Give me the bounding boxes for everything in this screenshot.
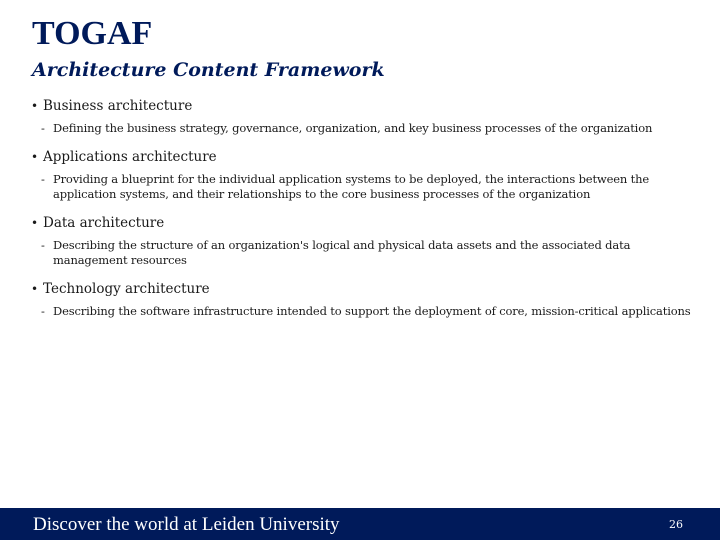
slide-subtitle: Architecture Content Framework: [32, 59, 385, 81]
bullet-label: Applications architecture: [43, 149, 217, 165]
bullet-item: [30, 96, 710, 116]
sub-bullet-text: Describing the structure of an organization's logical and physical data assets and the associated data management resources: [53, 238, 631, 267]
footer-tagline: Discover the world at Leiden University: [33, 514, 340, 535]
sub-bullet-item: [30, 304, 708, 319]
dash-icon: -: [41, 238, 45, 252]
bullet-item: [30, 213, 710, 233]
bullet-icon: •: [31, 150, 39, 164]
bullet-label: Data architecture: [43, 215, 165, 231]
page-number: 26: [669, 518, 683, 531]
bullet-group-applications: [30, 147, 710, 202]
bullet-item: [30, 147, 710, 167]
bullet-group-data: [30, 213, 710, 268]
bullet-icon: •: [31, 99, 39, 113]
sub-bullet-item: [30, 238, 708, 268]
footer-bar: [0, 508, 720, 540]
dash-icon: -: [41, 304, 45, 318]
sub-bullet-item: [30, 172, 708, 202]
bullet-label: Business architecture: [43, 98, 193, 114]
bullet-group-business: [30, 96, 710, 136]
dash-icon: -: [41, 172, 45, 186]
sub-bullet-text: Defining the business strategy, governance, organization, and key business processes of the organization: [53, 121, 653, 135]
bullet-icon: •: [31, 216, 39, 230]
dash-icon: -: [41, 121, 45, 135]
bullet-icon: •: [31, 282, 39, 296]
sub-bullet-text: Providing a blueprint for the individual application systems to be deployed, the interactions between the application systems, and their relationships to the core business processes of the organization: [53, 172, 650, 201]
bullet-item: [30, 279, 710, 299]
bullet-group-technology: [30, 279, 710, 319]
bullet-list: [30, 96, 710, 330]
slide-title: TOGAF: [32, 15, 153, 52]
bullet-label: Technology architecture: [43, 281, 210, 297]
sub-bullet-text: Describing the software infrastructure intended to support the deployment of core, mission-critical applications: [53, 304, 691, 318]
sub-bullet-item: [30, 121, 708, 136]
